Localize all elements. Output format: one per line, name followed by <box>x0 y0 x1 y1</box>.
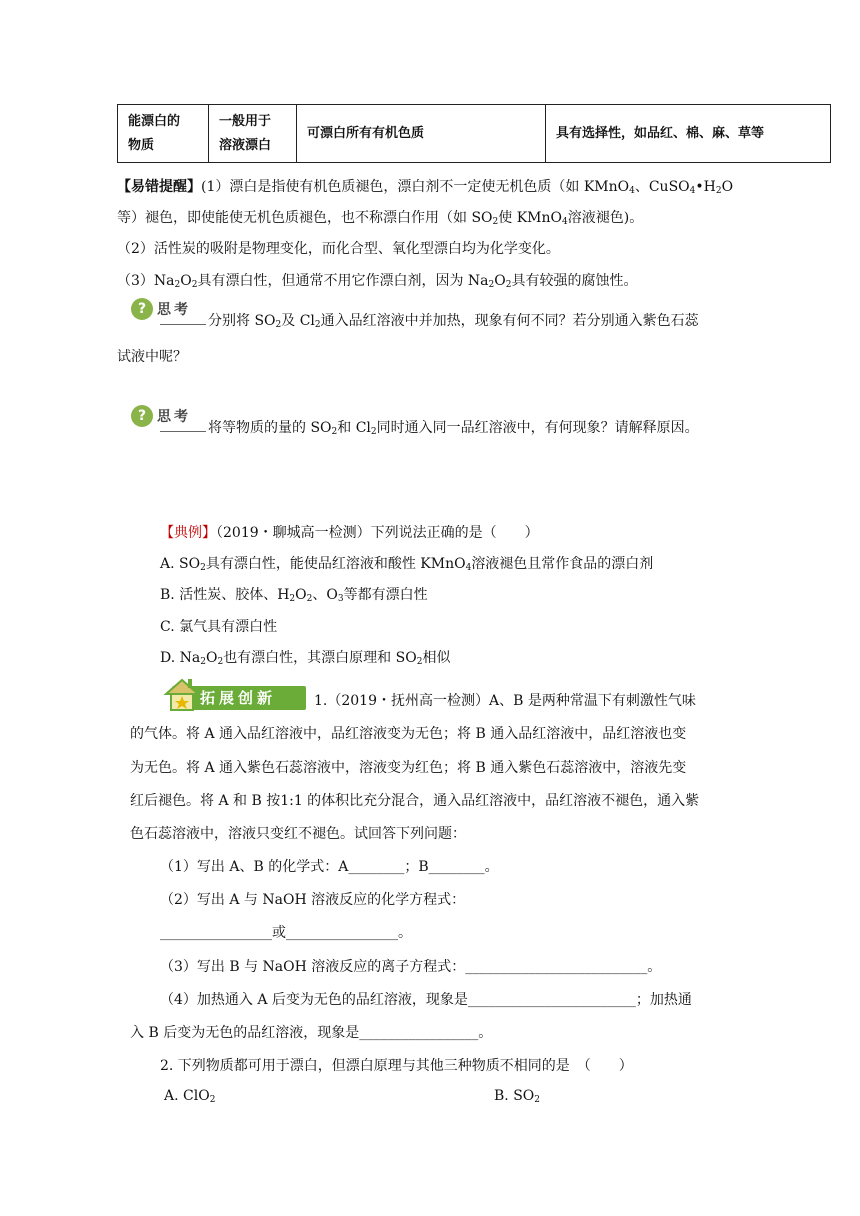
table-cell: 可漂白所有有机色质 <box>297 105 546 163</box>
problem-2-option-a: A. ClO$_2$ <box>164 1088 216 1105</box>
problem-1-line-4: 红后褪色。将 A 和 B 按1:1 的体积比充分混合，通入品红溶液中，品红溶液不褪色，通入紫 <box>130 793 700 809</box>
house-icon <box>162 676 202 712</box>
problem-2-option-b: B. $SO_2$ <box>494 1088 540 1105</box>
think-block-1: ? 思考 <box>131 298 191 320</box>
problem-1-q1: （1）写出 A、B 的化学式：A________；B________。 <box>160 859 499 875</box>
table-cell: 一般用于 溶液漂白 <box>209 105 297 163</box>
problem-1-q2-blanks: ________________或________________。 <box>160 925 412 941</box>
think-bulb-icon: ? <box>131 298 153 320</box>
think-question-2: 将等物质的量的 $SO_2$和 $Cl_2$同时通入同一品红溶液中，有何现象？请解释原因。 <box>160 417 699 437</box>
problem-1-q2: （2）写出 A 与 NaOH 溶液反应的化学方程式： <box>160 892 466 908</box>
expand-banner: 拓展创新 <box>158 676 308 712</box>
tips-line-3: （2）活性炭的吸附是物理变化，而化合型、氧化型漂白均为化学变化。 <box>117 241 560 257</box>
think-block-2: ? 思考 <box>131 405 191 427</box>
problem-1-line-3: 为无色。将 A 通入紫色石蕊溶液中，溶液变为红色；将 B 通入紫色石蕊溶液中，溶液先变 <box>130 760 687 776</box>
tips-line-4: $(3)Na_2O_2$具有漂白性，但通常不用它作漂白剂，因为 $Na_2O_2$具有较强的腐蚀性。 <box>117 273 638 290</box>
problem-1-q4-cont: 入 B 后变为无色的品红溶液，现象是_________________。 <box>130 1025 493 1041</box>
table-cell: 具有选择性，如品红、棉、麻、草等 <box>546 105 831 163</box>
tips-line-2: 等）褪色，即使能使无机色质褪色，也不称漂白作用（如 $SO_2$使 KMnO$_4$溶液褪色)。 <box>117 210 644 227</box>
table-row <box>118 105 831 163</box>
table-cell: 能漂白的 物质 <box>118 105 209 163</box>
think-bulb-icon: ? <box>131 405 153 427</box>
problem-1-line-2: 的气体。将 A 通入品红溶液中，品红溶液变为无色；将 B 通入品红溶液中，品红溶液也变 <box>130 726 687 742</box>
think-question-1-cont: 试液中呢？ <box>117 349 187 365</box>
think-question-1: 分别将 $SO_2$及 $Cl_2$通入品红溶液中并加热，现象有何不同？若分别通入紫色石蕊 <box>160 310 699 330</box>
example-option-b: B. 活性炭、胶体、$H_2O_2$、$O_3$等都有漂白性 <box>160 587 428 604</box>
example-option-d: D. $Na_2O_2$也有漂白性，其漂白原理和 $SO_2$相似 <box>160 650 451 667</box>
problem-1-q4: （4）加热通入 A 后变为无色的品红溶液，现象是________________________；加热通 <box>160 992 692 1008</box>
problem-1-q3: （3）写出 B 与 NaOH 溶液反应的离子方程式：__________________________。 <box>160 959 662 975</box>
problem-1-line-5: 色石蕊溶液中，溶液只变红不褪色。试回答下列问题： <box>130 826 466 842</box>
problem-1-line-1: 1.（2019・抚州高一检测）A、B 是两种常温下有刺激性气味 <box>314 693 696 709</box>
tips-line-1: 【易错提醒】(1）漂白是指使有机色质褪色，漂白剂不一定使无机色质（如 KMnO$_4$、$CuSO_4•H_2O$ <box>117 179 734 196</box>
problem-2-stem: 2. 下列物质都可用于漂白，但漂白原理与其他三种物质不相同的是 （ ） <box>160 1058 633 1074</box>
comparison-table <box>117 104 831 163</box>
example-option-c: C. 氯气具有漂白性 <box>160 619 278 635</box>
example-option-a: A. $SO_2$具有漂白性，能使品红溶液和酸性 KMnO$_4$溶液褪色且常作食品的漂白剂 <box>160 556 654 573</box>
example-stem: 【典例】（2019・聊城高一检测）下列说法正确的是（ ） <box>160 525 539 541</box>
